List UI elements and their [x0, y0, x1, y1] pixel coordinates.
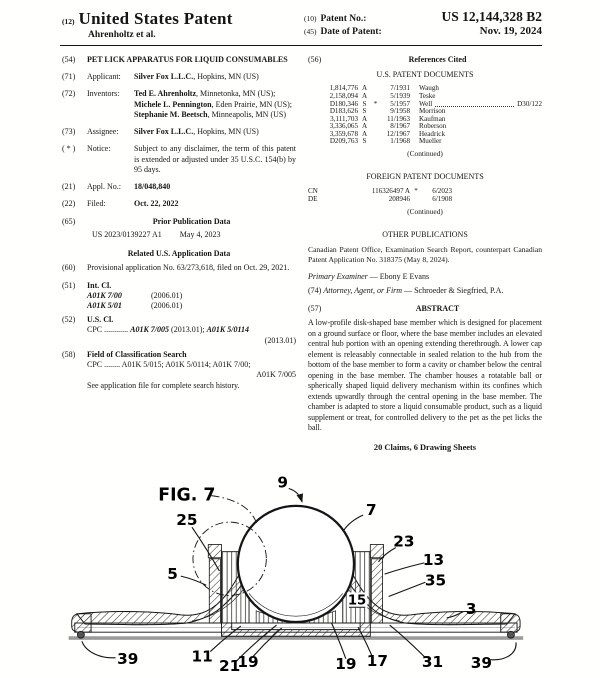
patentee-name: Mueller — [419, 137, 442, 146]
ref-numeral-7: 7 — [366, 500, 377, 519]
primary-examiner-line — [308, 272, 542, 282]
applicant-name: Silver Fox L.L.C. — [134, 72, 194, 82]
int-cl-row — [87, 291, 296, 301]
leader-35 — [389, 582, 426, 596]
foreign-docs-heading: FOREIGN PATENT DOCUMENTS — [366, 172, 484, 182]
cited-star: * — [414, 187, 418, 196]
us-cl-line — [87, 325, 296, 335]
patent-no-label: Patent No.: — [320, 14, 367, 24]
assignee-value — [134, 127, 296, 137]
page-title: United States Patent — [78, 9, 233, 28]
date-code: (45) — [304, 27, 317, 36]
prior-pub-date: May 4, 2023 — [179, 229, 221, 239]
field-search-label: Field of Classification Search — [87, 349, 187, 359]
attorney-label: Attorney, Agent, or Firm — [323, 285, 403, 295]
patent-date: 12/1967 — [386, 129, 410, 138]
left-column — [62, 55, 296, 454]
ref-numeral-39-right: 39 — [470, 653, 492, 672]
table-row — [308, 195, 542, 203]
left-foot — [77, 631, 84, 638]
inventor-location: , Minnetonka, MN (US); — [196, 89, 276, 99]
cited-star — [410, 195, 422, 203]
right-thread-nub — [370, 545, 383, 558]
section-field-search — [62, 350, 296, 391]
patent-header — [62, 9, 542, 40]
class-code: A01K 5/01 — [87, 300, 122, 310]
patent-number: 2,158,094 — [329, 91, 358, 100]
right-hub-wall — [371, 559, 382, 623]
patent-date: 7/1931 — [390, 84, 410, 93]
cited-star — [371, 131, 380, 139]
us-patent-docs-heading: U.S. PATENT DOCUMENTS — [376, 70, 474, 80]
inventor-location: , Eden Prairie, MN (US); — [211, 99, 292, 109]
kind-code: A — [361, 91, 368, 100]
header-rule — [60, 45, 542, 46]
section-appl-no — [62, 182, 296, 192]
continued-note: (Continued) — [407, 148, 443, 158]
provisional-text: Provisional application No. 63/273,618, filed on Oct. 29, 2021. — [87, 263, 290, 273]
ref-numeral-21: 21 — [219, 656, 241, 675]
related-data-heading: Related U.S. Application Data — [127, 249, 231, 259]
title-row — [62, 9, 233, 29]
prior-pub-number: US 2023/0139227 A1 — [92, 229, 162, 239]
patentee-name: Roberson — [419, 122, 447, 131]
ref-numeral-39-left: 39 — [117, 649, 139, 668]
section-prior-pub — [62, 217, 296, 227]
appl-no-label: Appl. No.: — [87, 182, 121, 192]
attorney-tag: (74) — [308, 285, 324, 295]
class-year: (2006.01) — [151, 290, 183, 300]
cpc-lead: CPC ............ — [87, 325, 131, 335]
inventor-location: , Minneapolis, MN (US) — [207, 109, 287, 119]
examiner-name: — Ebony E Evans — [367, 271, 430, 281]
references-heading: References Cited — [408, 55, 467, 64]
section-tag: (54) — [62, 55, 76, 64]
filed-value: Oct. 22, 2022 — [134, 199, 179, 209]
cpc-year-wrap: (2013.01) — [264, 335, 296, 345]
patentee-name: Teske — [419, 91, 436, 100]
applicant-value — [134, 72, 296, 82]
ref-numeral-9: 9 — [277, 473, 288, 492]
leader-39r — [491, 642, 517, 659]
kind-code: S — [362, 137, 367, 146]
section-tag: (58) — [62, 349, 76, 359]
ref-numeral-25: 25 — [176, 511, 198, 530]
patent-number: 3,359,678 — [329, 129, 358, 138]
section-tag: ( * ) — [62, 144, 76, 154]
cited-star: * — [373, 99, 378, 108]
section-references — [308, 55, 542, 65]
doc-kind-code: (12) — [62, 17, 75, 26]
ref-numeral-15: 15 — [347, 593, 367, 609]
cpc-code: A01K 5/0114 — [206, 325, 250, 335]
country-code: DE — [308, 195, 318, 204]
body-columns — [62, 55, 542, 454]
kind-code: A — [361, 114, 368, 123]
date-value: Nov. 19, 2024 — [479, 25, 542, 37]
figure-drawing — [55, 462, 547, 676]
section-tag: (65) — [62, 216, 76, 226]
table-row — [308, 138, 542, 146]
patentee-name: Well — [419, 99, 433, 108]
section-provisional — [62, 263, 296, 273]
section-int-cl — [62, 281, 296, 312]
section-tag: (51) — [62, 280, 76, 290]
patent-number-row — [304, 9, 542, 25]
inventors-value — [134, 89, 296, 120]
patent-date: 5/1957 — [390, 99, 410, 108]
int-cl-label: Int. Cl. — [87, 280, 112, 290]
abstract-heading: ABSTRACT — [415, 304, 460, 314]
section-inventors — [62, 89, 296, 120]
section-tag: (56) — [308, 55, 322, 64]
applicant-location: , Hopkins, MN (US) — [193, 72, 259, 82]
patent-number: 116326497 A — [371, 187, 410, 196]
patent-no-value: US 12,144,328 B2 — [441, 9, 542, 24]
examiner-label: Primary Examiner — [308, 271, 368, 281]
kind-code: S — [362, 107, 367, 116]
section-tag: (52) — [62, 315, 76, 325]
notice-text: Subject to any disclaimer, the term of this patent is extended or adjusted under 35 U.S.C. 154(b) by 95 days. — [134, 144, 296, 174]
cited-star — [371, 108, 380, 116]
field-search-line1: CPC ........ A01K 5/015; A01K 5/0114; A01K 7/00; — [87, 360, 251, 370]
inventor-et-al: Ahrenholtz et al. — [88, 30, 156, 40]
patent-date: 9/1958 — [390, 107, 410, 116]
section-tag: (72) — [62, 89, 76, 99]
field-search-line3: See application file for complete search history. — [87, 380, 240, 390]
other-pubs-heading: OTHER PUBLICATIONS — [382, 230, 468, 240]
appl-no-value: 18/048,840 — [134, 182, 171, 192]
section-assignee — [62, 127, 296, 137]
patent-figure — [55, 462, 547, 676]
section-notice — [62, 144, 296, 175]
leader-5 — [181, 576, 206, 585]
country-code: CN — [308, 187, 318, 196]
cited-star — [371, 116, 380, 124]
leader-13 — [385, 563, 425, 574]
patent-number: 208946 — [388, 195, 410, 204]
section-tag: (22) — [62, 199, 76, 209]
patent-date-row — [304, 25, 542, 37]
ref-numeral-13: 13 — [422, 550, 445, 569]
abstract-text: A low-profile disk-shaped base member which is designed for placement on a ground surface or floor, where the base member includes an elevated central hub portion with an opening extending therethrough. A lower cap element is releasably connectable in sealed relation to the hub from the bottom of the base member to form a cavity or chamber below the central opening in the base member. The chamber houses a rotatable ball or spherically shaped liquid delivery mechanism within its confines which extends upwardly through the central opening in the base member. The chamber is adapted to store a liquid consumable product, such as a liquid supplement or treat, for controlled delivery to the pet as the pet licks the ball. — [308, 318, 542, 433]
ref-numeral-17: 17 — [366, 651, 389, 670]
patentee-name: Morrison — [419, 107, 446, 116]
int-cl-content — [87, 281, 296, 312]
prior-pub-row — [92, 230, 296, 240]
patentee-name: Headrick — [419, 129, 445, 138]
figure-caption: FIG. 7 — [158, 485, 216, 506]
patent-number: D183,626 — [329, 107, 358, 116]
section-us-cl — [62, 315, 296, 346]
invention-title: PET LICK APPARATUS FOR LIQUID CONSUMABLES — [87, 55, 288, 64]
notice-label: Notice: — [87, 144, 111, 154]
date-label: Date of Patent: — [320, 27, 382, 37]
us-patent-table — [308, 85, 542, 145]
kind-code: A — [361, 122, 368, 131]
ball — [238, 506, 354, 622]
cited-star — [371, 138, 380, 146]
right-foot — [507, 631, 514, 638]
patent-date: 6/2023 — [432, 187, 452, 196]
patent-no-code: (10) — [304, 14, 317, 23]
section-abstract — [308, 304, 542, 314]
ref-numeral-19b: 19 — [335, 654, 357, 673]
patent-number: D180,346 — [329, 99, 358, 108]
inventor-name: Michele L. Pennington — [134, 99, 212, 109]
ground-line — [69, 636, 523, 640]
cpc-year: (2013.01); — [169, 325, 207, 335]
patent-number: 3,336,065 — [329, 122, 358, 131]
class-code: A01K 7/00 — [87, 290, 122, 300]
ref-numeral-23: 23 — [393, 532, 415, 551]
us-cl-content — [87, 315, 296, 346]
class-year: (2006.01) — [151, 300, 183, 310]
patent-date: 5/1939 — [390, 91, 410, 100]
fig-label-connector — [211, 496, 257, 526]
prior-pub-heading: Prior Publication Data — [152, 216, 231, 226]
assignee-label: Assignee: — [87, 127, 119, 137]
ref-numeral-31: 31 — [421, 652, 444, 671]
patent-class: D30/122 — [517, 99, 542, 108]
int-cl-row — [87, 301, 296, 311]
table-row — [308, 187, 542, 195]
inventor-name: Ted E. Ahrenholtz — [134, 89, 197, 99]
ref-numeral-5: 5 — [167, 565, 178, 584]
inventors-label: Inventors: — [87, 89, 120, 99]
right-column — [308, 55, 542, 454]
ref-numeral-35: 35 — [424, 571, 447, 590]
leader-39l — [82, 641, 116, 657]
field-search-line2: A01K 7/005 — [256, 370, 296, 380]
patent-date: 8/1967 — [390, 122, 410, 131]
patent-number: D209,763 — [329, 137, 358, 146]
ref-numeral-11: 11 — [191, 647, 213, 666]
cited-star — [371, 85, 380, 93]
assignee-location: , Hopkins, MN (US) — [193, 127, 259, 137]
ref-numeral-19a: 19 — [237, 652, 259, 671]
section-applicant — [62, 72, 296, 82]
assignee-name: Silver Fox L.L.C. — [134, 127, 194, 137]
patent-number: 1,814,776 — [329, 84, 358, 93]
kind-code: A — [361, 129, 368, 138]
ref-numeral-3: 3 — [465, 599, 477, 618]
kind-code: A — [361, 84, 368, 93]
cpc-code: A01K 7/005 — [130, 325, 170, 335]
field-search-content — [87, 350, 296, 391]
patent-date: 11/1963 — [387, 114, 410, 123]
dot-leader — [435, 101, 514, 107]
leader-7 — [344, 515, 363, 530]
patent-number: 3,111,703 — [330, 114, 358, 123]
us-cl-label: U.S. Cl. — [87, 315, 114, 325]
attorney-name: — Schroeder & Siegfried, P.A. — [402, 285, 504, 295]
inventor-name: Stephanie M. Beetsch — [134, 109, 208, 119]
section-tag: (73) — [62, 127, 76, 137]
cited-star — [371, 123, 380, 131]
section-title — [62, 55, 296, 65]
patentee-name: Waugh — [419, 84, 439, 93]
leader-9 — [289, 488, 302, 501]
claims-line: 20 Claims, 6 Drawing Sheets — [373, 442, 477, 452]
patentee-name: Kaufman — [419, 114, 446, 123]
section-filed — [62, 199, 296, 209]
section-tag: (21) — [62, 182, 76, 192]
left-hub-wall — [209, 559, 220, 623]
continued-note: (Continued) — [407, 206, 443, 216]
header-right — [304, 9, 542, 40]
section-tag: (60) — [62, 263, 76, 273]
other-pub-text: Canadian Patent Office, Examination Search Report, counterpart Canadian Patent Application No. 318375 (May 8, 2024). — [308, 245, 542, 265]
attorney-line — [308, 286, 542, 296]
section-tag: (57) — [308, 304, 322, 314]
foreign-patent-table — [308, 187, 542, 203]
patent-date: 6/1908 — [432, 195, 452, 204]
header-left — [62, 9, 233, 40]
filed-label: Filed: — [87, 199, 106, 209]
section-tag: (71) — [62, 72, 76, 82]
applicant-label: Applicant: — [87, 72, 121, 82]
kind-code: S — [362, 99, 367, 108]
patent-date: 1/1968 — [390, 137, 410, 146]
